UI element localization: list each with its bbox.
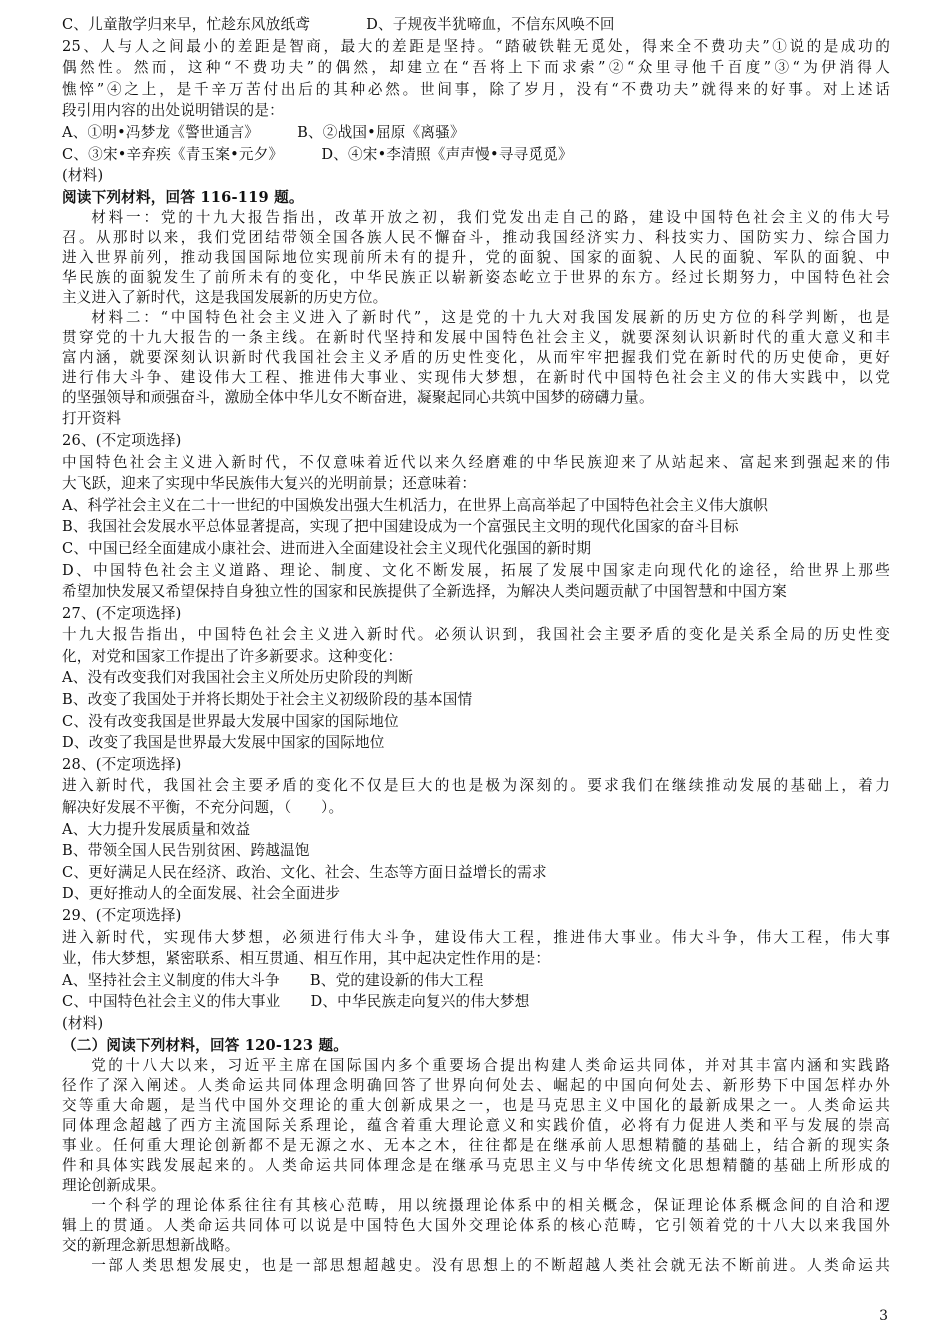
q28-stem-line: 进入新时代，我国社会主要矛盾的变化不仅是巨大的也是极为深刻的。要求我们在继续推动发展的基础上，着力 [62,777,890,795]
section2-paragraph1-line: 理论创新成果。 [62,1177,166,1195]
material-tag: (材料) [62,167,104,185]
section2-paragraph1-line: 党的十八大以来，习近平主席在国际国内多个重要场合提出构建人类命运共同体，并对其丰富内涵和实践路 [91,1057,890,1075]
q26-option-c[interactable]: C、中国已经全面建成小康社会、进而进入全面建设社会主义现代化强国的新时期 [62,539,592,557]
q26-option-d-cont[interactable]: 希望加快发展又希望保持自身独立性的国家和民族提供了全新选择，为解决人类问题贡献了中国智慧和中国方案 [62,583,787,601]
q25-stem-line: 段引用内容的出处说明错误的是： [62,102,284,120]
q29-option-a[interactable]: A、坚持社会主义制度的伟大斗争 [62,971,280,989]
section-heading: 阅读下列材料，回答 116-119 题。 [62,188,304,206]
q24-option-d[interactable]: D、子规夜半犹啼血，不信东风唤不回 [366,16,615,33]
q27-stem-line: 十九大报告指出，中国特色社会主义进入新时代。必须认识到，我国社会主要矛盾的变化是关系全局的历史性变 [62,626,890,644]
material-two-line: 的坚强领导和顽强奋斗，激励全体中华儿女不断奋进，凝聚起同心共筑中国梦的磅礴力量。 [62,389,654,407]
q25-options-cd [62,144,890,166]
q28-option-b[interactable]: B、带领全国人民告别贫困、跨越温饱 [62,842,310,860]
q29-option-d[interactable]: D、中华民族走向复兴的伟大梦想 [310,993,530,1011]
material-two-line: 进行伟大斗争、建设伟大工程、推进伟大事业、实现伟大梦想，在新时代中国特色社会主义的伟大实践中，以党 [62,369,890,387]
section2-paragraph2-line: 交的新理念新思想新战略。 [62,1237,240,1255]
section2-paragraph2-line: 辑上的贯通。人类命运共同体可以说是中国特色大国外交理论体系的核心范畴，它引领着党的十八大以来我国外 [62,1217,890,1235]
q28-option-c[interactable]: C、更好满足人民在经济、政治、文化、社会、生态等方面日益增长的需求 [62,863,547,881]
open-material-link[interactable]: 打开资料 [62,410,122,428]
section2-paragraph1-line: 径作了深入阐述。人类命运共同体理念明确回答了世界向何处去、崛起的中国向何处去、新形势下中国怎样办外 [62,1077,890,1095]
q27-option-c[interactable]: C、没有改变我国是世界最大发展中国家的国际地位 [62,712,399,730]
q26-stem-line: 大飞跃，迎来了实现中华民族伟大复兴的光明前景；还意味着： [62,475,477,493]
q28-option-a[interactable]: A、大力提升发展质量和效益 [62,820,251,838]
section-heading: （二）阅读下列材料，回答 120-123 题。 [62,1036,349,1054]
q29-option-b[interactable]: B、党的建设新的伟大工程 [309,971,484,989]
q26-option-b[interactable]: B、我国社会发展水平总体显著提高，实现了把中国建设成为一个富强民主文明的现代化国家的奋斗目标 [62,518,739,536]
document-page [62,14,890,1276]
q28-number: 28、(不定项选择) [62,755,182,773]
section2-paragraph2-line: 一个科学的理论体系往往有其核心范畴，用以统摄理论体系中的相关概念，保证理论体系概念间的自洽和逻 [91,1197,890,1215]
material-one-line: 召。从那时以来，我们党团结带领全国各族人民不懈奋斗，推动我国经济实力、科技实力、国防实力、综合国力 [62,229,890,247]
q24-option-c[interactable]: C、儿童散学归来早，忙趁东风放纸鸢 [62,16,311,33]
material-one-line: 主义进入了新时代，这是我国发展新的历史方位。 [62,289,388,307]
material-two-line: 富内涵，就要深刻认识新时代我国社会主义矛盾的历史性变化，从而牢牢把握我们党在新时代的历史使命，更好 [62,349,890,367]
q28-option-d[interactable]: D、更好推动人的全面发展、社会全面进步 [62,885,341,903]
material-two-line: 贯穿党的十九大报告的一条主线。在新时代坚持和发展中国特色社会主义，就要深刻认识新时代的重大意义和丰 [62,329,890,347]
q26-number: 26、(不定项选择) [62,431,182,449]
q25-option-a[interactable]: A、①明•冯梦龙《警世通言》 [62,123,260,141]
material-one-line: 材料一：党的十九大报告指出，改革开放之初，我们党发出走自己的路，建设中国特色社会主义的伟大号 [91,209,890,227]
q29-options-cd [62,991,890,1013]
section2-paragraph3-line: 一部人类思想发展史，也是一部思想超越史。没有思想上的不断超越人类社会就无法不断前进。人类命运共 [91,1257,890,1275]
q26-option-a[interactable]: A、科学社会主义在二十一世纪的中国焕发出强大生机活力，在世界上高高举起了中国特色社会主义伟大旗帜 [62,496,769,514]
page-number: 3 [879,1308,888,1324]
q28-stem-line: 解决好发展不平衡，不充分问题，（ ）。 [62,799,344,817]
q25-stem-line: 偶然性。然而，这种“不费功夫”的偶然，却建立在“吾将上下而求索”②“众里寻他千百度”③“为伊消得人 [62,59,890,77]
q25-options-ab [62,122,890,144]
q25-stem-line: 憔悴”④之上，是千辛万苦付出后的其种必然。世间事，除了岁月，没有“不费功夫”就得来的好事。对上述话 [62,80,890,98]
material-two-line: 材料二：“中国特色社会主义进入了新时代”，这是党的十九大对我国发展新的历史方位的科学判断，也是 [91,309,890,327]
section2-paragraph1-line: 事业。任何重大理论创新都不是无源之水、无本之木，往往都是在继承前人思想精髓的基础上，结合新的现实条 [62,1137,890,1155]
q26-stem-line: 中国特色社会主义进入新时代，不仅意味着近代以来久经磨难的中华民族迎来了从站起来、富起来到强起来的伟 [62,453,890,471]
q25-option-c[interactable]: C、③宋•辛弃疾《青玉案•元夕》 [62,145,284,163]
section2-paragraph1-line: 件和具体实践发展起来的。人类命运共同体理念是在继承马克思主义与中华传统文化思想精髓的基础上所形成的 [62,1157,890,1175]
q29-stem-line: 进入新时代，实现伟大梦想，必须进行伟大斗争，建设伟大工程，推进伟大事业。伟大斗争，伟大工程，伟大事 [62,928,890,946]
q25-stem-line: 25、人与人之间最小的差距是智商，最大的差距是坚持。“踏破铁鞋无觅处，得来全不费功夫”①说的是成功的 [62,37,890,55]
q27-number: 27、(不定项选择) [62,604,182,622]
q27-stem-line: 化，对党和国家工作提出了许多新要求。这种变化： [62,647,403,665]
q29-stem-line: 业，伟大梦想，紧密联系、相互贯通、相互作用，其中起决定性作用的是： [62,950,551,968]
q26-option-d[interactable]: D、中国特色社会主义道路、理论、制度、文化不断发展，拓展了发展中国家走向现代化的途径，给世界上那些 [62,561,890,579]
q29-number: 29、(不定项选择) [62,907,182,924]
q27-option-b[interactable]: B、改变了我国处于并将长期处于社会主义初级阶段的基本国情 [62,691,473,709]
q25-option-d[interactable]: D、④宋•李清照《声声慢•寻寻觅觅》 [321,145,573,163]
material-one-line: 华民族的面貌发生了前所未有的变化，中华民族正以崭新姿态屹立于世界的东方。经过长期努力，中国特色社会 [62,269,890,287]
material-tag: (材料) [62,1014,104,1032]
section2-paragraph1-line: 同体理念超越了西方主流国际关系理论，蕴含着重大理论意义和实践价值，必将有力促进人类和平与发展的崇高 [62,1117,890,1135]
section2-paragraph1-line: 交等重大命题，是当代中国外交理论的重大创新成果之一，也是马克思主义中国化的最新成果之一。人类命运共 [62,1097,890,1115]
q29-options-ab [62,970,890,992]
material-one-line: 进入世界前列，推动我国国际地位实现前所未有的提升，党的面貌、国家的面貌、人民的面貌、军队的面貌、中 [62,249,890,267]
q27-option-d[interactable]: D、改变了我国是世界最大发展中国家的国际地位 [62,734,385,752]
q27-option-a[interactable]: A、没有改变我们对我国社会主义所处历史阶段的判断 [62,669,413,687]
q25-option-b[interactable]: B、②战国•屈原《离骚》 [297,123,465,141]
q29-option-c[interactable]: C、中国特色社会主义的伟大事业 [62,993,281,1011]
q24-options-cd [62,14,890,36]
